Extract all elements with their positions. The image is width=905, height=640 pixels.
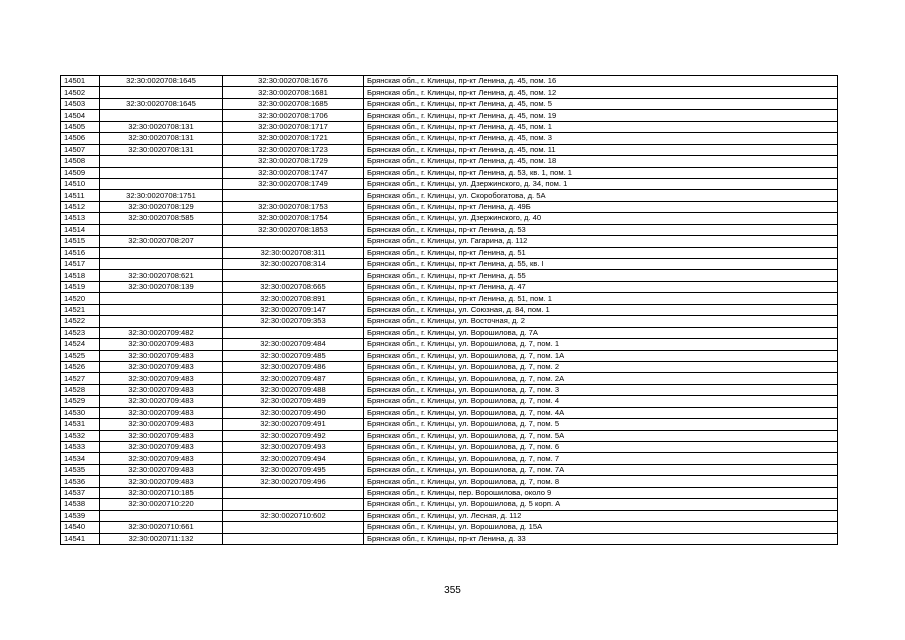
row-number-cell: 14510 [61,178,100,189]
row-number-cell: 14541 [61,533,100,544]
table-row [61,327,838,338]
parent-cadastral-number-cell: 32:30:0020708:585 [100,213,223,224]
table-row [61,281,838,292]
registry-table-body [61,76,838,545]
parent-cadastral-number-cell [100,110,223,121]
cadastral-number-cell: 32:30:0020708:1754 [223,213,364,224]
address-cell: Брянская обл., г. Клинцы, ул. Ворошилова, д. 7, пом. 6 [364,442,838,453]
parent-cadastral-number-cell: 32:30:0020708:1645 [100,76,223,87]
table-row [61,110,838,121]
row-number-cell: 14517 [61,259,100,270]
row-number-cell: 14525 [61,350,100,361]
row-number-cell: 14531 [61,419,100,430]
address-cell: Брянская обл., г. Клинцы, ул. Ворошилова, д. 7, пом. 7 [364,453,838,464]
address-cell: Брянская обл., г. Клинцы, пр-кт Ленина, д. 45, пом. 18 [364,156,838,167]
cadastral-number-cell: 32:30:0020709:485 [223,350,364,361]
table-row [61,487,838,498]
row-number-cell: 14520 [61,293,100,304]
row-number-cell: 14532 [61,430,100,441]
row-number-cell: 14527 [61,373,100,384]
cadastral-number-cell: 32:30:0020708:1676 [223,76,364,87]
address-cell: Брянская обл., г. Клинцы, пр-кт Ленина, д. 45, пом. 1 [364,121,838,132]
row-number-cell: 14530 [61,407,100,418]
row-number-cell: 14506 [61,133,100,144]
table-row [61,76,838,87]
address-cell: Брянская обл., г. Клинцы, пр-кт Ленина, д. 53 [364,224,838,235]
table-row [61,510,838,521]
cadastral-number-cell: 32:30:0020709:494 [223,453,364,464]
table-row [61,213,838,224]
address-cell: Брянская обл., г. Клинцы, ул. Союзная, д. 84, пом. 1 [364,304,838,315]
row-number-cell: 14523 [61,327,100,338]
table-row [61,442,838,453]
table-row [61,419,838,430]
row-number-cell: 14526 [61,361,100,372]
parent-cadastral-number-cell: 32:30:0020709:483 [100,476,223,487]
parent-cadastral-number-cell: 32:30:0020708:139 [100,281,223,292]
row-number-cell: 14534 [61,453,100,464]
parent-cadastral-number-cell: 32:30:0020709:483 [100,396,223,407]
cadastral-number-cell: 32:30:0020709:487 [223,373,364,384]
parent-cadastral-number-cell: 32:30:0020709:483 [100,442,223,453]
address-cell: Брянская обл., г. Клинцы, ул. Ворошилова, д. 15А [364,522,838,533]
table-row [61,133,838,144]
row-number-cell: 14504 [61,110,100,121]
parent-cadastral-number-cell [100,167,223,178]
parent-cadastral-number-cell: 32:30:0020709:483 [100,350,223,361]
table-row [61,190,838,201]
address-cell: Брянская обл., г. Клинцы, пр-кт Ленина, д. 51 [364,247,838,258]
cadastral-number-cell: 32:30:0020708:1749 [223,178,364,189]
row-number-cell: 14540 [61,522,100,533]
cadastral-number-cell: 32:30:0020708:1721 [223,133,364,144]
cadastral-number-cell: 32:30:0020709:488 [223,384,364,395]
address-cell: Брянская обл., г. Клинцы, пер. Ворошилова, около 9 [364,487,838,498]
address-cell: Брянская обл., г. Клинцы, ул. Ворошилова, д. 7, пом. 3 [364,384,838,395]
row-number-cell: 14518 [61,270,100,281]
address-cell: Брянская обл., г. Клинцы, пр-кт Ленина, д. 45, пом. 5 [364,98,838,109]
row-number-cell: 14538 [61,499,100,510]
address-cell: Брянская обл., г. Клинцы, ул. Ворошилова, д. 7А [364,327,838,338]
parent-cadastral-number-cell: 32:30:0020709:483 [100,361,223,372]
parent-cadastral-number-cell: 32:30:0020708:1751 [100,190,223,201]
parent-cadastral-number-cell: 32:30:0020709:483 [100,407,223,418]
parent-cadastral-number-cell: 32:30:0020711:132 [100,533,223,544]
registry-table [60,75,838,545]
table-row [61,407,838,418]
parent-cadastral-number-cell: 32:30:0020710:220 [100,499,223,510]
cadastral-number-cell: 32:30:0020710:602 [223,510,364,521]
row-number-cell: 14513 [61,213,100,224]
address-cell: Брянская обл., г. Клинцы, пр-кт Ленина, д. 45, пом. 12 [364,87,838,98]
address-cell: Брянская обл., г. Клинцы, пр-кт Ленина, д. 45, пом. 3 [364,133,838,144]
cadastral-number-cell: 32:30:0020709:489 [223,396,364,407]
cadastral-number-cell: 32:30:0020709:147 [223,304,364,315]
parent-cadastral-number-cell: 32:30:0020710:185 [100,487,223,498]
cadastral-number-cell: 32:30:0020708:1753 [223,201,364,212]
cadastral-number-cell: 32:30:0020709:495 [223,464,364,475]
cadastral-number-cell [223,522,364,533]
page-number: 355 [444,585,461,596]
parent-cadastral-number-cell: 32:30:0020709:483 [100,373,223,384]
address-cell: Брянская обл., г. Клинцы, пр-кт Ленина, д. 45, пом. 16 [364,76,838,87]
address-cell: Брянская обл., г. Клинцы, ул. Ворошилова, д. 5 корп. А [364,499,838,510]
address-cell: Брянская обл., г. Клинцы, ул. Ворошилова, д. 7, пом. 4 [364,396,838,407]
parent-cadastral-number-cell: 32:30:0020708:129 [100,201,223,212]
row-number-cell: 14521 [61,304,100,315]
cadastral-number-cell: 32:30:0020708:1723 [223,144,364,155]
parent-cadastral-number-cell: 32:30:0020710:661 [100,522,223,533]
parent-cadastral-number-cell: 32:30:0020708:621 [100,270,223,281]
table-row [61,316,838,327]
address-cell: Брянская обл., г. Клинцы, ул. Скоробогатова, д. 5А [364,190,838,201]
row-number-cell: 14512 [61,201,100,212]
row-number-cell: 14507 [61,144,100,155]
parent-cadastral-number-cell: 32:30:0020709:483 [100,430,223,441]
cadastral-number-cell [223,499,364,510]
row-number-cell: 14528 [61,384,100,395]
address-cell: Брянская обл., г. Клинцы, ул. Гагарина, д. 112 [364,236,838,247]
table-row [61,293,838,304]
row-number-cell: 14516 [61,247,100,258]
parent-cadastral-number-cell [100,224,223,235]
table-row [61,259,838,270]
row-number-cell: 14502 [61,87,100,98]
table-row [61,144,838,155]
cadastral-number-cell: 32:30:0020708:665 [223,281,364,292]
address-cell: Брянская обл., г. Клинцы, ул. Дзержинского, д. 34, пом. 1 [364,178,838,189]
table-row [61,522,838,533]
cadastral-number-cell: 32:30:0020709:492 [223,430,364,441]
cadastral-number-cell: 32:30:0020708:1747 [223,167,364,178]
cadastral-number-cell: 32:30:0020709:353 [223,316,364,327]
cadastral-number-cell [223,270,364,281]
row-number-cell: 14536 [61,476,100,487]
row-number-cell: 14537 [61,487,100,498]
table-row [61,156,838,167]
parent-cadastral-number-cell [100,178,223,189]
address-cell: Брянская обл., г. Клинцы, пр-кт Ленина, д. 55, кв. I [364,259,838,270]
cadastral-number-cell: 32:30:0020709:490 [223,407,364,418]
parent-cadastral-number-cell: 32:30:0020709:483 [100,419,223,430]
cadastral-number-cell: 32:30:0020708:1729 [223,156,364,167]
address-cell: Брянская обл., г. Клинцы, ул. Восточная, д. 2 [364,316,838,327]
address-cell: Брянская обл., г. Клинцы, пр-кт Ленина, д. 33 [364,533,838,544]
address-cell: Брянская обл., г. Клинцы, ул. Ворошилова, д. 7, пом. 4А [364,407,838,418]
table-row [61,236,838,247]
table-row [61,270,838,281]
row-number-cell: 14539 [61,510,100,521]
address-cell: Брянская обл., г. Клинцы, пр-кт Ленина, д. 49Б [364,201,838,212]
parent-cadastral-number-cell [100,156,223,167]
table-row [61,396,838,407]
parent-cadastral-number-cell [100,293,223,304]
address-cell: Брянская обл., г. Клинцы, ул. Ворошилова, д. 7, пом. 5А [364,430,838,441]
row-number-cell: 14524 [61,339,100,350]
cadastral-number-cell: 32:30:0020708:1717 [223,121,364,132]
cadastral-number-cell: 32:30:0020708:311 [223,247,364,258]
address-cell: Брянская обл., г. Клинцы, ул. Ворошилова, д. 7, пом. 7А [364,464,838,475]
row-number-cell: 14508 [61,156,100,167]
table-row [61,373,838,384]
cadastral-number-cell: 32:30:0020708:1706 [223,110,364,121]
cadastral-number-cell: 32:30:0020708:1681 [223,87,364,98]
cadastral-number-cell: 32:30:0020709:491 [223,419,364,430]
cadastral-number-cell: 32:30:0020709:493 [223,442,364,453]
row-number-cell: 14515 [61,236,100,247]
parent-cadastral-number-cell [100,304,223,315]
address-cell: Брянская обл., г. Клинцы, ул. Ворошилова, д. 7, пом. 2А [364,373,838,384]
parent-cadastral-number-cell: 32:30:0020709:483 [100,339,223,350]
row-number-cell: 14501 [61,76,100,87]
table-row [61,464,838,475]
cadastral-number-cell: 32:30:0020708:891 [223,293,364,304]
table-row [61,167,838,178]
parent-cadastral-number-cell: 32:30:0020709:483 [100,464,223,475]
cadastral-number-cell [223,487,364,498]
table-row [61,178,838,189]
address-cell: Брянская обл., г. Клинцы, ул. Ворошилова, д. 7, пом. 1 [364,339,838,350]
parent-cadastral-number-cell [100,316,223,327]
table-row [61,224,838,235]
parent-cadastral-number-cell: 32:30:0020709:482 [100,327,223,338]
table-row [61,339,838,350]
cadastral-number-cell: 32:30:0020709:486 [223,361,364,372]
table-row [61,453,838,464]
table-row [61,533,838,544]
address-cell: Брянская обл., г. Клинцы, пр-кт Ленина, д. 55 [364,270,838,281]
parent-cadastral-number-cell [100,510,223,521]
cadastral-number-cell: 32:30:0020708:314 [223,259,364,270]
cadastral-number-cell [223,190,364,201]
table-row [61,304,838,315]
table-row [61,247,838,258]
address-cell: Брянская обл., г. Клинцы, пр-кт Ленина, д. 53, кв. 1, пом. 1 [364,167,838,178]
address-cell: Брянская обл., г. Клинцы, пр-кт Ленина, д. 51, пом. 1 [364,293,838,304]
row-number-cell: 14511 [61,190,100,201]
parent-cadastral-number-cell: 32:30:0020709:483 [100,453,223,464]
row-number-cell: 14519 [61,281,100,292]
parent-cadastral-number-cell: 32:30:0020708:1645 [100,98,223,109]
row-number-cell: 14535 [61,464,100,475]
parent-cadastral-number-cell: 32:30:0020708:207 [100,236,223,247]
row-number-cell: 14529 [61,396,100,407]
row-number-cell: 14505 [61,121,100,132]
table-row [61,384,838,395]
table-row [61,430,838,441]
address-cell: Брянская обл., г. Клинцы, пр-кт Ленина, д. 47 [364,281,838,292]
cadastral-number-cell: 32:30:0020709:496 [223,476,364,487]
address-cell: Брянская обл., г. Клинцы, ул. Дзержинского, д. 40 [364,213,838,224]
parent-cadastral-number-cell: 32:30:0020708:131 [100,144,223,155]
address-cell: Брянская обл., г. Клинцы, ул. Лесная, д. 112 [364,510,838,521]
cadastral-number-cell: 32:30:0020709:484 [223,339,364,350]
table-row [61,201,838,212]
table-row [61,98,838,109]
address-cell: Брянская обл., г. Клинцы, пр-кт Ленина, д. 45, пом. 19 [364,110,838,121]
row-number-cell: 14522 [61,316,100,327]
parent-cadastral-number-cell: 32:30:0020709:483 [100,384,223,395]
cadastral-number-cell [223,327,364,338]
row-number-cell: 14514 [61,224,100,235]
address-cell: Брянская обл., г. Клинцы, ул. Ворошилова, д. 7, пом. 8 [364,476,838,487]
parent-cadastral-number-cell [100,247,223,258]
parent-cadastral-number-cell: 32:30:0020708:131 [100,121,223,132]
address-cell: Брянская обл., г. Клинцы, ул. Ворошилова, д. 7, пом. 2 [364,361,838,372]
table-row [61,350,838,361]
table-row [61,361,838,372]
table-row [61,499,838,510]
parent-cadastral-number-cell [100,87,223,98]
address-cell: Брянская обл., г. Клинцы, ул. Ворошилова, д. 7, пом. 1А [364,350,838,361]
cadastral-number-cell [223,533,364,544]
row-number-cell: 14533 [61,442,100,453]
parent-cadastral-number-cell: 32:30:0020708:131 [100,133,223,144]
cadastral-number-cell [223,236,364,247]
address-cell: Брянская обл., г. Клинцы, пр-кт Ленина, д. 45, пом. 11 [364,144,838,155]
address-cell: Брянская обл., г. Клинцы, ул. Ворошилова, д. 7, пом. 5 [364,419,838,430]
row-number-cell: 14509 [61,167,100,178]
table-row [61,121,838,132]
cadastral-number-cell: 32:30:0020708:1685 [223,98,364,109]
parent-cadastral-number-cell [100,259,223,270]
row-number-cell: 14503 [61,98,100,109]
cadastral-number-cell: 32:30:0020708:1853 [223,224,364,235]
table-row [61,87,838,98]
table-row [61,476,838,487]
